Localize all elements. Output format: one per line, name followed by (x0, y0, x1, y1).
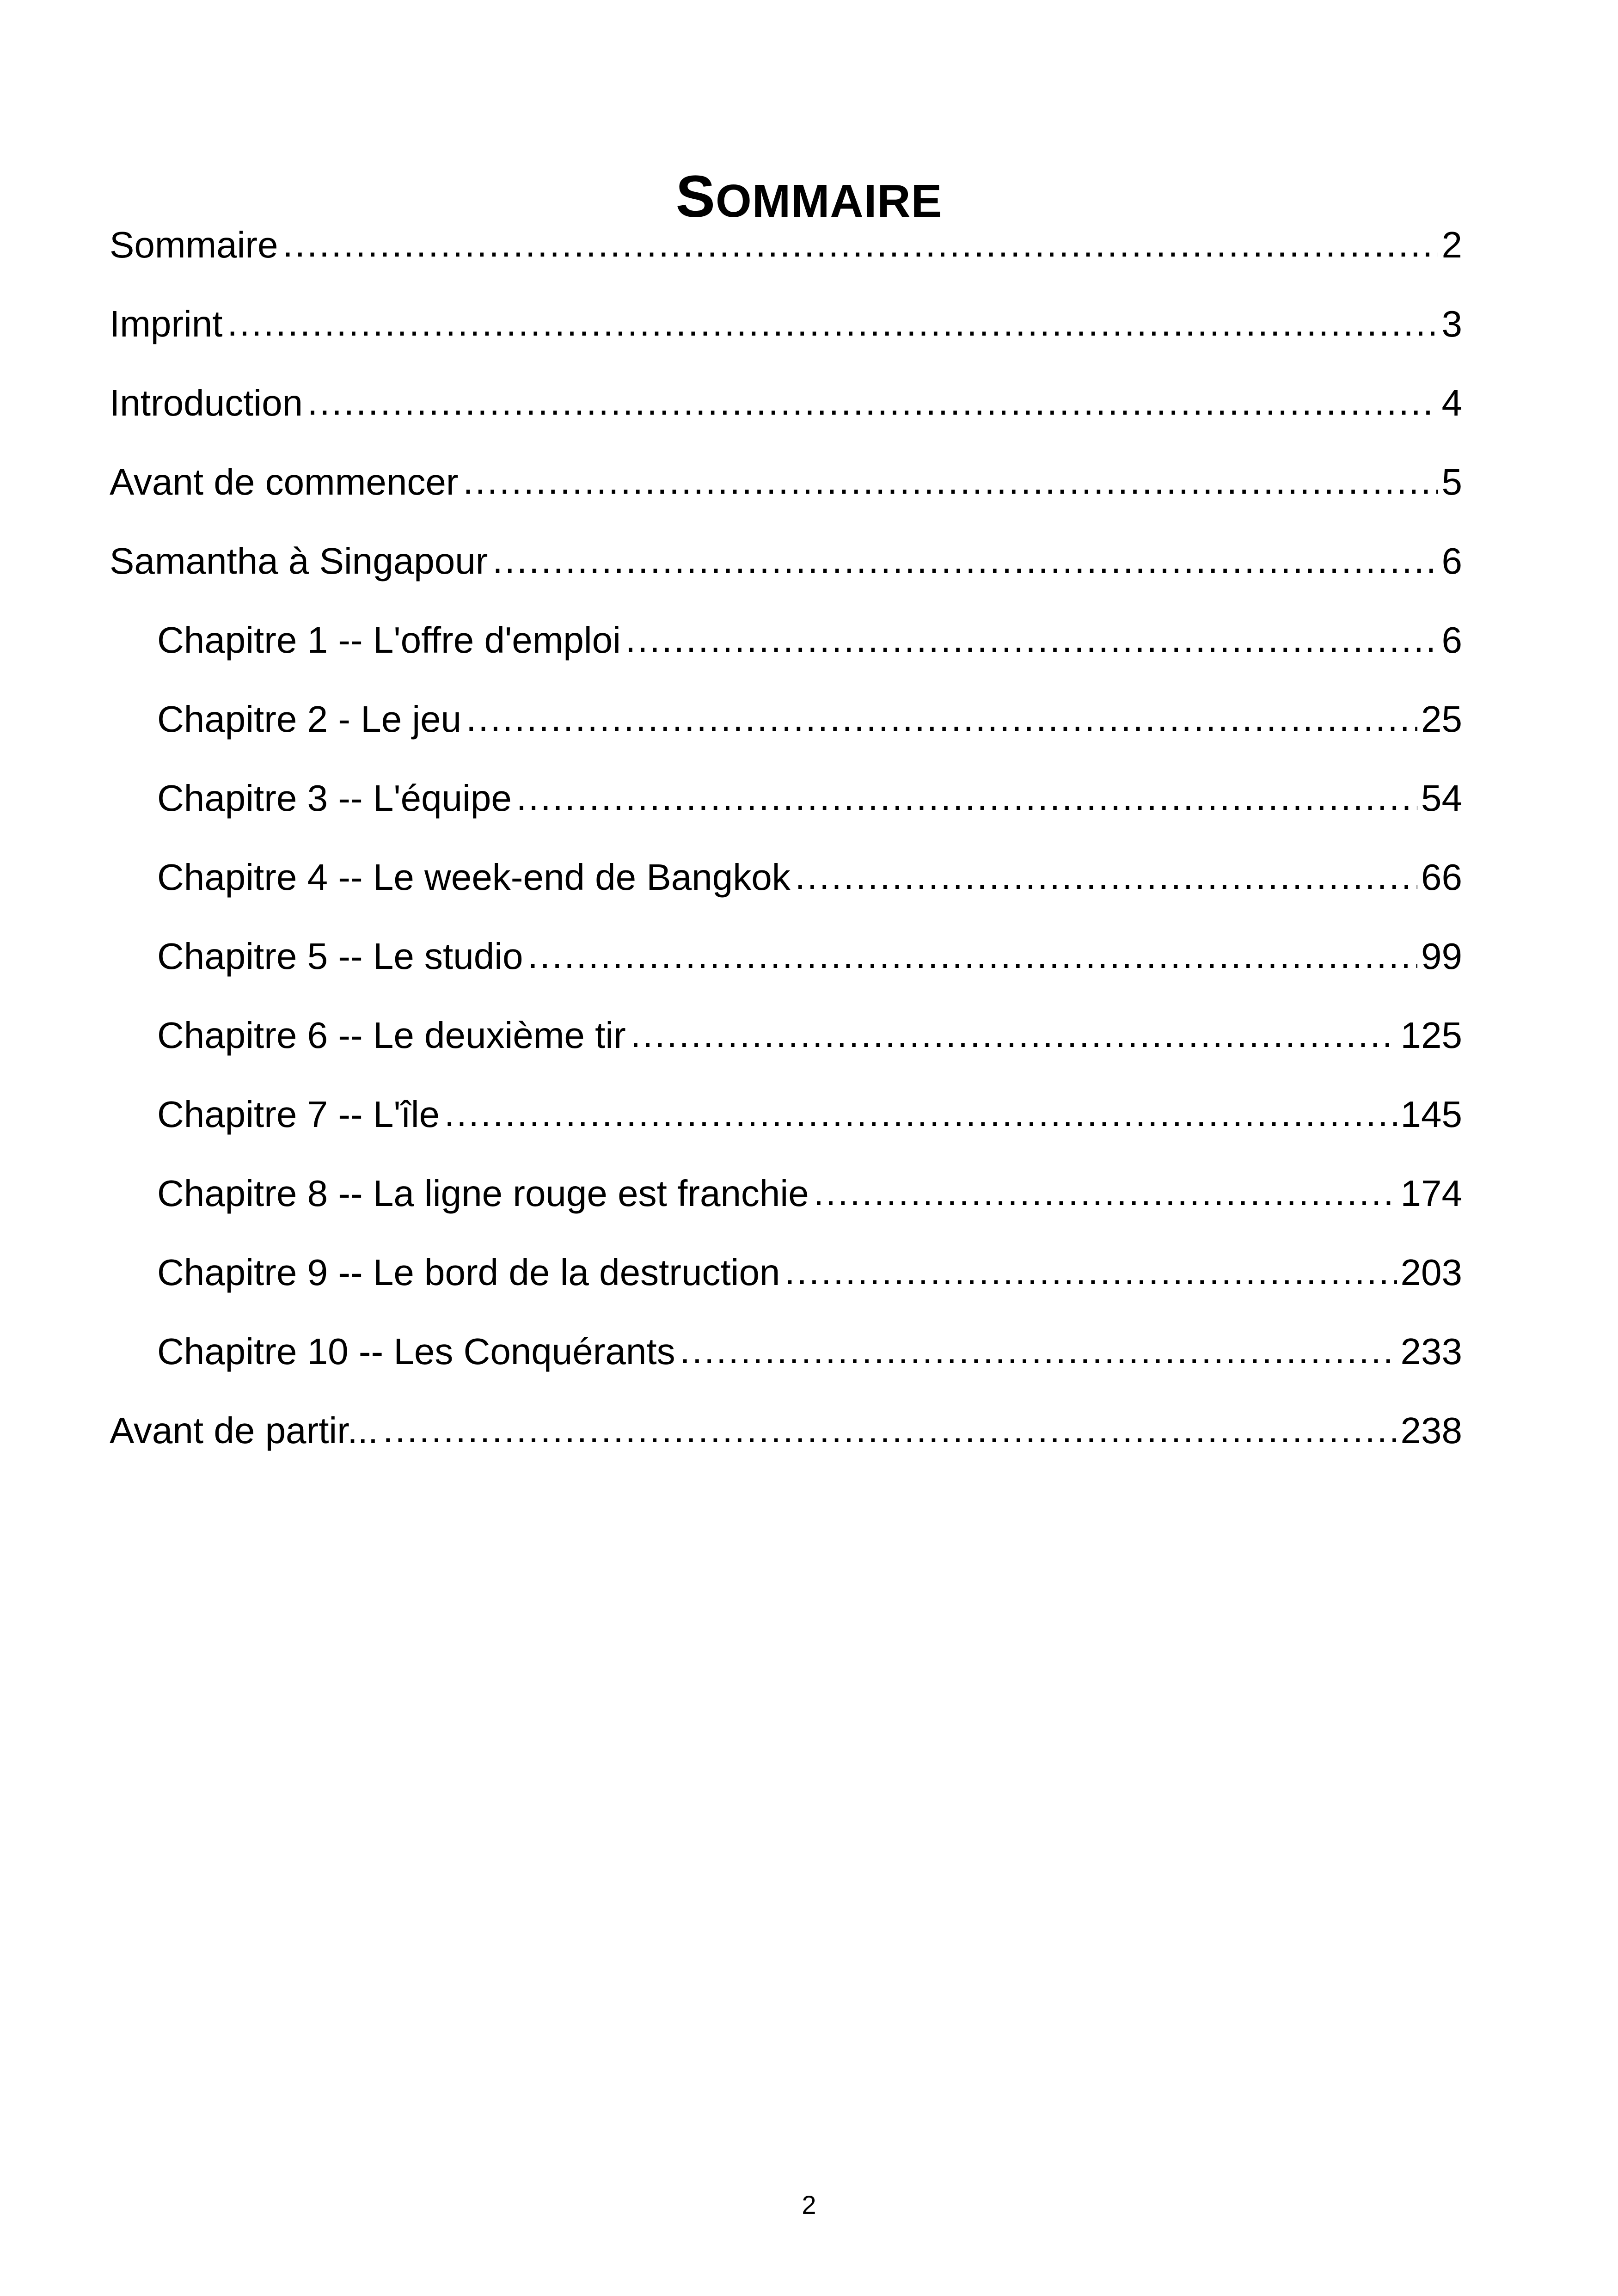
toc-entry-samantha-a-singapour[interactable] (110, 529, 1462, 608)
toc-entry-introduction[interactable] (110, 371, 1462, 450)
toc-entry-label: Sommaire (110, 224, 278, 265)
dot-leader (227, 291, 1438, 355)
dot-leader (463, 449, 1438, 514)
toc-entry-avant-de-commencer[interactable] (110, 450, 1462, 529)
toc-entry-chapitre-2[interactable] (110, 687, 1462, 766)
toc-entry-chapitre-5[interactable] (110, 924, 1462, 1003)
toc-entry-label: Chapitre 8 -- La ligne rouge est franchie (157, 1173, 809, 1214)
table-of-contents (110, 213, 1462, 1477)
toc-entry-page: 25 (1421, 698, 1462, 740)
toc-entry-page: 4 (1441, 382, 1462, 423)
page-number: 2 (802, 2190, 816, 2219)
toc-entry-label: Chapitre 2 - Le jeu (157, 698, 462, 740)
dot-leader (528, 923, 1417, 988)
toc-entry-label: Avant de partir... (110, 1410, 379, 1451)
toc-entry-page: 145 (1400, 1094, 1462, 1135)
dot-leader (680, 1318, 1397, 1383)
toc-entry-label: Chapitre 7 -- L'île (157, 1094, 440, 1135)
dot-leader (466, 686, 1417, 751)
toc-entry-page: 174 (1400, 1173, 1462, 1214)
toc-entry-chapitre-8[interactable] (110, 1161, 1462, 1240)
title-rest: OMMAIRE (716, 175, 943, 227)
dot-leader (795, 844, 1417, 909)
dot-leader (814, 1160, 1397, 1225)
toc-entry-page: 5 (1441, 461, 1462, 502)
dot-leader (383, 1397, 1397, 1462)
toc-entry-label: Chapitre 6 -- Le deuxième tir (157, 1015, 626, 1056)
toc-entry-page: 6 (1441, 540, 1462, 582)
toc-entry-avant-de-partir[interactable] (110, 1398, 1462, 1477)
toc-entry-page: 233 (1400, 1331, 1462, 1372)
toc-entry-chapitre-3[interactable] (110, 766, 1462, 845)
toc-entry-page: 203 (1400, 1252, 1462, 1293)
toc-entry-label: Imprint (110, 303, 223, 344)
toc-entry-label: Introduction (110, 382, 303, 423)
dot-leader (784, 1239, 1397, 1304)
toc-entry-chapitre-7[interactable] (110, 1082, 1462, 1161)
toc-entry-label: Chapitre 4 -- Le week-end de Bangkok (157, 857, 791, 898)
toc-entry-page: 2 (1441, 224, 1462, 265)
toc-entry-label: Chapitre 5 -- Le studio (157, 936, 523, 977)
toc-entry-label: Chapitre 1 -- L'offre d'emploi (157, 619, 621, 661)
toc-entry-chapitre-9[interactable] (110, 1240, 1462, 1319)
toc-entry-page: 125 (1400, 1015, 1462, 1056)
toc-entry-label: Chapitre 3 -- L'équipe (157, 778, 512, 819)
toc-entry-label: Avant de commencer (110, 461, 459, 502)
dot-leader (492, 528, 1438, 593)
toc-entry-label: Samantha à Singapour (110, 540, 488, 582)
toc-entry-chapitre-6[interactable] (110, 1003, 1462, 1082)
toc-entry-page: 99 (1421, 936, 1462, 977)
toc-entry-page: 6 (1441, 619, 1462, 661)
dot-leader (307, 370, 1438, 435)
toc-entry-page: 66 (1421, 857, 1462, 898)
toc-entry-chapitre-1[interactable] (110, 608, 1462, 687)
toc-entry-sommaire[interactable] (110, 213, 1462, 292)
title-first-letter: S (675, 163, 716, 230)
dot-leader (283, 212, 1438, 276)
dot-leader (516, 765, 1417, 830)
toc-entry-page: 238 (1400, 1410, 1462, 1451)
toc-entry-chapitre-4[interactable] (110, 845, 1462, 924)
toc-entry-chapitre-10[interactable] (110, 1319, 1462, 1398)
toc-entry-page: 3 (1441, 303, 1462, 344)
dot-leader (444, 1081, 1397, 1146)
toc-entry-page: 54 (1421, 778, 1462, 819)
toc-entry-label: Chapitre 9 -- Le bord de la destruction (157, 1252, 780, 1293)
dot-leader (631, 1002, 1397, 1067)
dot-leader (625, 607, 1438, 672)
toc-entry-imprint[interactable] (110, 292, 1462, 371)
toc-entry-label: Chapitre 10 -- Les Conquérants (157, 1331, 675, 1372)
